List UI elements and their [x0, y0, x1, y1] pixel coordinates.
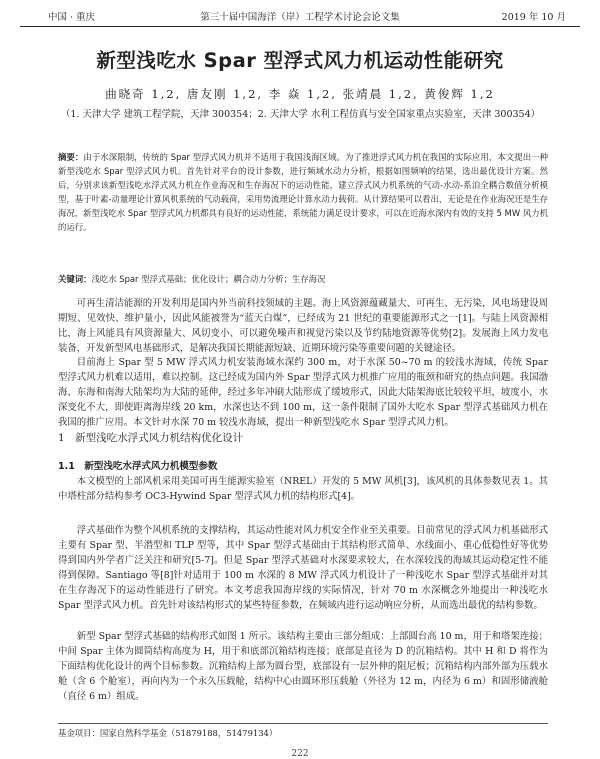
- funding-footnote: 基金项目：国家自然科学基金（51879188，51479134）: [58, 723, 548, 739]
- keywords: [58, 272, 548, 286]
- paper-title: 新型浅吃水 Spar 型浮式风力机运动性能研究: [96, 49, 504, 72]
- running-header: [20, 10, 580, 27]
- abstract-label: 摘要：: [58, 152, 84, 162]
- body-paragraph-2: 浮式基础作为整个风机系统的支撑结构，其运动性能对风力机安全作业至关重要。目前常见的浮式风力机基础形式主要有 Spar 型、半潜型和 TLP 型等，其中 Spar 型浮式基础由于其结构形式简单、水线面小、重心低稳性好等优势得到国内外学者广泛关注和研究[5-7]。但是 Spar 型浮式基础对水深要求较大，在水深较浅的海域其运动稳定性不能得到保障。Santiago 等[8]针对适用于 100 m 水深的 8 MW 浮式风力机设计了一种浅吃水 Spar 型浮式基础并对其在生存海况下的运动性能进行了研究。本文考虑我国海岸线的实际情况，针对 70 m 水深概念外地提出一种浅吃水 Spar 型浮式风力机。首先针对该结构形式的某些特征参数，在频域内进行运动响应分析，从而选出最优的结构参数。: [58, 525, 548, 612]
- header-proceedings: 第三十届中国海洋（岸）工程学术讨论会论文集: [200, 12, 400, 23]
- affiliation: （1. 天津大学 建筑工程学院，天津 300354；2. 天津大学 水利工程仿真与安全国家重点实验室，天津 300354）: [60, 109, 541, 120]
- header-date: 2019 年 10 月: [501, 12, 566, 23]
- body-paragraph-1: 本文模型的上部风机采用美国可再生能源实验室（NREL）开发的 5 MW 风机[3]，该风机的具体参数见表 1。其中塔柱部分结构参考 OC3-Hywind Spar 型浮式风力机的结构形式[4]。: [58, 476, 548, 503]
- intro-paragraph-2: 目前海上 Spar 型 5 MW 浮式风力机安装海域水深约 300 m，对于水深 50~70 m 的较浅水海域，传统 Spar 型浮式风力机难以适用，难以控制。这已经成为国内外 Spar 型浮式风力机推广应用的瓶颈和研究的热点问题。我国渤海、东海和南海大陆架均为大陆的延伸，经过多年冲刷大陆形成了缓坡形式，因此大陆架海底比较较平坦，坡度小，水深变化不大，即使距离海岸线 20 km，水深也达不到 100 m，这一条件限制了国外大吃水 Spar 型浮式基础风力机在我国的推广应用。本文针对水深 70 m 较浅水海域，提出一种新型浅吃水 Spar 型浮式风力机。: [58, 357, 548, 429]
- keywords-text: 浅吃水 Spar 型浮式基础；优化设计；耦合动力分析；生存海况: [91, 274, 326, 284]
- abstract: [58, 151, 548, 234]
- page-number: 222: [291, 749, 309, 759]
- section-heading-1: 1 新型浅吃水浮式风力机结构优化设计: [58, 432, 244, 444]
- abstract-text: 由于水深限制，传统的 Spar 型浮式风力机并不适用于我国浅海区域。为了推进浮式风力机在我国的实际应用，本文提出一种新型浅吃水 Spar 型浮式风力机。首先针对平台的设计参数，进行频域水动力分析，根据如图频响的结果，选出最优设计方案。然后，分别求该新型浅吃水浮式风力机在作业海况和生存海况下的运动性能，建立浮式风力机系统的气动-水动-系泊全耦合数值分析模型，基于叶素-动量理论计算风机系统的气动载荷，采用势流理论计算水动力载荷。从计算结果可以看出，无论是在作业海况还是生存海况，新型浅吃水 Spar 型浮式风力机都具有良好的运动性能，系统能力满足设计要求，可以在近海水深内有效的支持 5 MW 风力机的运行。: [58, 152, 549, 232]
- keywords-label: 关键词：: [58, 274, 92, 284]
- author-list: 曲晓奇 1,2, 唐友刚 1,2, 李 焱 1,2, 张靖晨 1,2, 黄俊辉 1,2: [105, 87, 495, 101]
- section-heading-1-1: 1.1 新型浅吃水浮式风力机模型参数: [58, 461, 218, 472]
- header-location: 中国 · 重庆: [48, 12, 96, 23]
- body-paragraph-3: 新型 Spar 型浮式基础的结构形式如图 1 所示。该结构主要由三部分组成：上部圆台高 10 m，用于和塔架连接；中间 Spar 主体为圆筒结构高度为 H，用于和底部沉箱结构连接；底部是直径为 D 的沉箱结构。其中 H 和 D 将作为下面结构优化设计的两个目标参数。沉箱结构上部为圆台型，底部设有一层外伸的阻尼板；沉箱结构内部外部为压载水舱（含 6 个舱室），再向内为一个永久压载舱，结构中心由圆环形压载舱（外径为 12 m，内径为 6 m）和固形储液舱（直径 6 m）组成。: [58, 631, 548, 703]
- intro-paragraph-1: 可再生清洁能源的开发利用是国内外当前科技领域的主题。海上风资源蕴藏量大、可再生、无污染，风电场建设周期短、见效快、维护量小，因此风能被誉为“蓝天白煤”，已经成为 21 世纪的重要能源形式之一[1]。与陆上风资源相比，海上风能具有风资源量大、风切变小、可以避免噪声和视觉污染以及节约陆地资源等优势[2]。发展海上风力发电装备，开发新型风电基础形式，是解决我国长期能源短缺、近期环境污染等重要问题的关键途径。: [58, 298, 548, 355]
